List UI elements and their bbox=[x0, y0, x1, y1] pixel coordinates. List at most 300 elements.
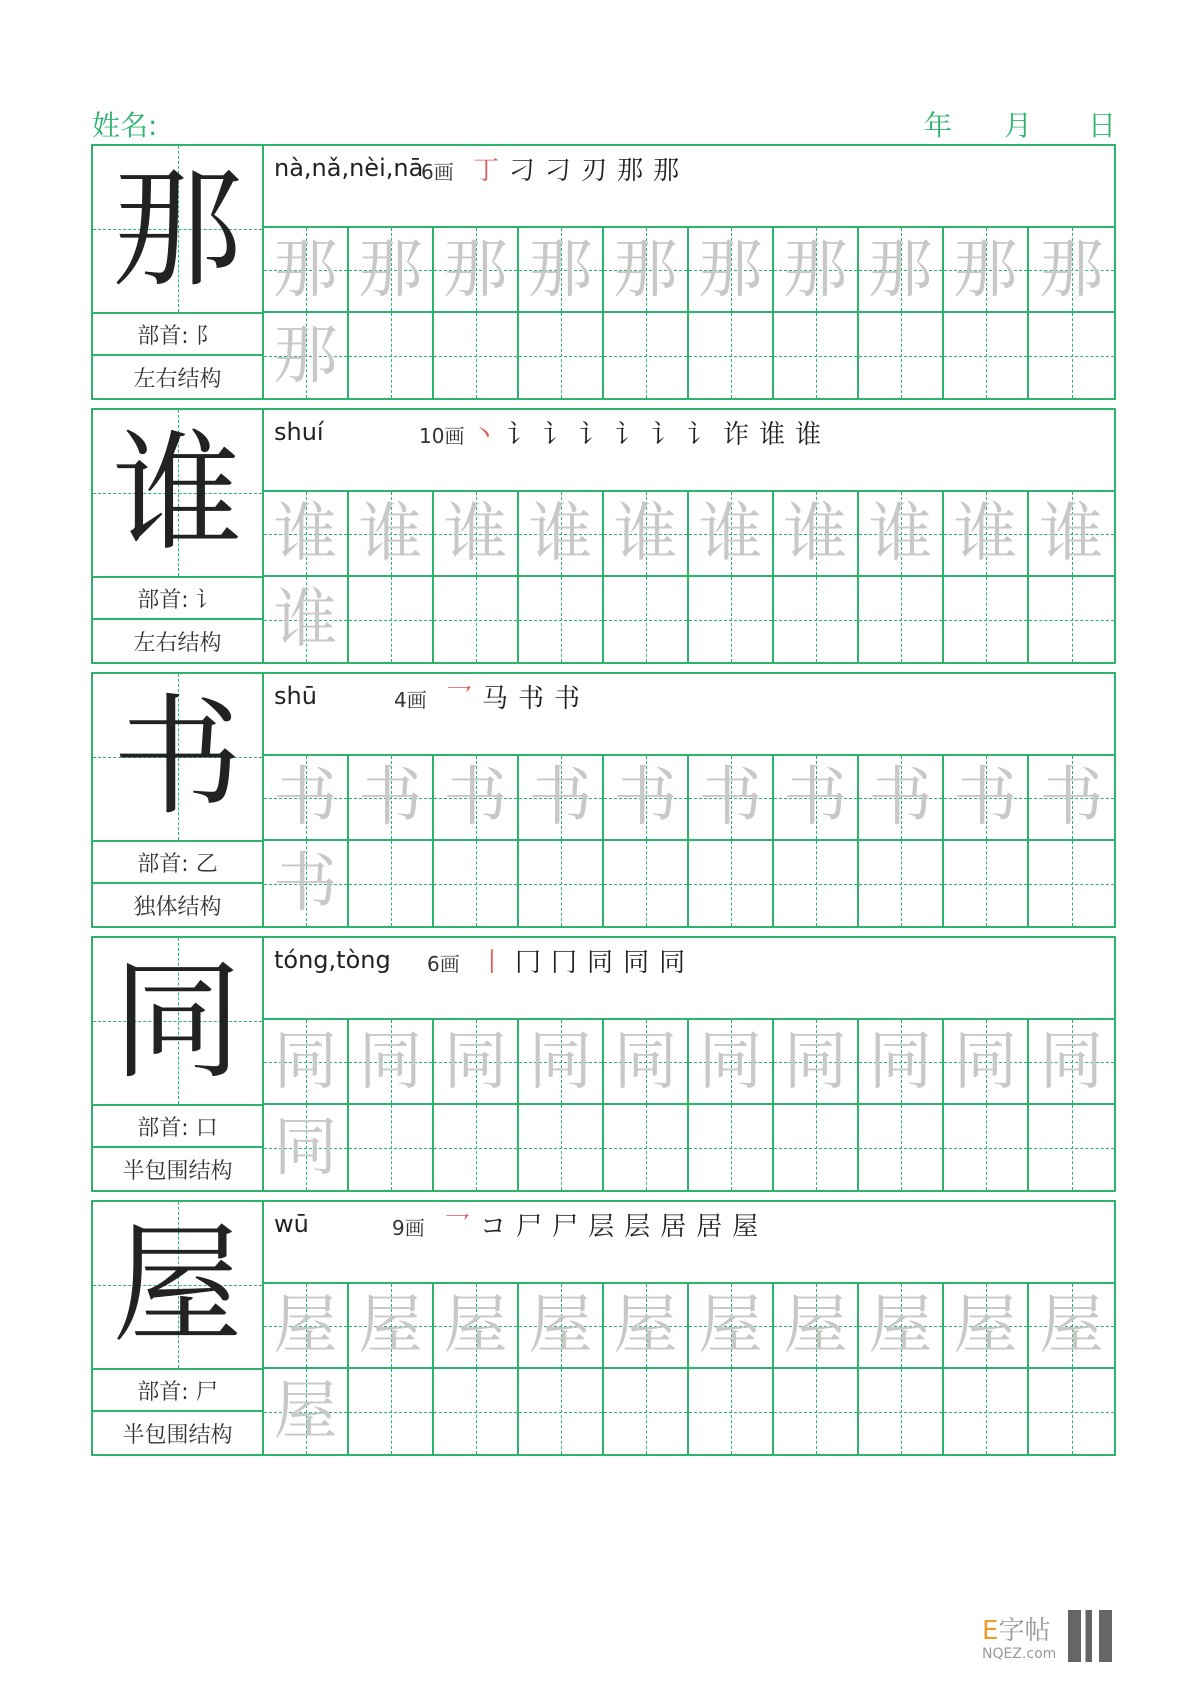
writing-cell[interactable] bbox=[944, 1369, 1029, 1454]
writing-cell[interactable] bbox=[944, 1284, 1029, 1369]
writing-cell[interactable] bbox=[944, 756, 1029, 841]
guide-line bbox=[689, 884, 772, 885]
writing-cell[interactable] bbox=[434, 841, 519, 926]
guide-line bbox=[434, 1148, 517, 1149]
writing-cell[interactable] bbox=[774, 1369, 859, 1454]
writing-cell[interactable] bbox=[859, 228, 944, 313]
guide-line bbox=[689, 620, 772, 621]
trace-character: 书 bbox=[783, 760, 848, 835]
writing-cell[interactable] bbox=[349, 756, 434, 841]
pinyin-label: shū bbox=[274, 682, 317, 710]
pronunciation-row bbox=[264, 1202, 1114, 1284]
pinyin-label: wū bbox=[274, 1210, 309, 1238]
guide-line bbox=[519, 356, 602, 357]
guide-line bbox=[604, 1412, 687, 1413]
stroke-step: 丶 bbox=[471, 420, 508, 450]
writing-cell[interactable] bbox=[434, 1369, 519, 1454]
writing-cell[interactable] bbox=[349, 1105, 434, 1190]
writing-cell[interactable] bbox=[774, 1020, 859, 1105]
guide-line bbox=[434, 356, 517, 357]
trace-character: 同 bbox=[783, 1024, 848, 1099]
pinyin-label: shuí bbox=[274, 418, 324, 446]
stroke-step: 乛 bbox=[446, 684, 483, 714]
stroke-step: 刁 bbox=[545, 156, 582, 186]
stroke-step: 同 bbox=[623, 948, 660, 978]
date-day-label: 日 bbox=[1088, 109, 1117, 142]
guide-line bbox=[774, 356, 857, 357]
watermark bbox=[982, 1610, 1112, 1670]
stroke-step: 刃 bbox=[581, 156, 618, 186]
writing-cell[interactable] bbox=[264, 492, 349, 577]
writing-cell[interactable] bbox=[349, 841, 434, 926]
guide-line bbox=[944, 1412, 1027, 1413]
trace-character: 书 bbox=[273, 760, 338, 835]
writing-cell[interactable] bbox=[859, 313, 944, 398]
trace-character: 谁 bbox=[953, 496, 1018, 571]
trace-character: 那 bbox=[613, 232, 678, 307]
pronunciation-row bbox=[264, 146, 1114, 228]
trace-character: 屋 bbox=[698, 1288, 763, 1363]
writing-cell[interactable] bbox=[434, 756, 519, 841]
writing-cell[interactable] bbox=[689, 1020, 774, 1105]
writing-cell[interactable] bbox=[859, 756, 944, 841]
pronunciation-row bbox=[264, 410, 1114, 492]
guide-line bbox=[774, 620, 857, 621]
stroke-step: 层 bbox=[624, 1212, 661, 1242]
guide-line bbox=[434, 884, 517, 885]
writing-cell[interactable] bbox=[689, 577, 774, 662]
writing-cell[interactable] bbox=[604, 1284, 689, 1369]
trace-character: 谁 bbox=[273, 582, 338, 657]
stroke-order-sequence bbox=[473, 150, 689, 187]
writing-cell[interactable] bbox=[604, 228, 689, 313]
radical-label: 部首: 口 bbox=[93, 1106, 262, 1148]
trace-character: 那 bbox=[698, 232, 763, 307]
trace-character: 那 bbox=[868, 232, 933, 307]
date-year-label: 年 bbox=[924, 109, 953, 142]
writing-cell[interactable] bbox=[264, 228, 349, 313]
trace-character: 谁 bbox=[698, 496, 763, 571]
stroke-step: 谁 bbox=[795, 420, 832, 450]
writing-cell[interactable] bbox=[519, 492, 604, 577]
trace-character: 那 bbox=[273, 232, 338, 307]
guide-line bbox=[349, 884, 432, 885]
guide-line bbox=[604, 356, 687, 357]
trace-character: 屋 bbox=[358, 1288, 423, 1363]
character-info-panel bbox=[93, 146, 264, 398]
structure-label: 左右结构 bbox=[133, 366, 222, 392]
stroke-step: 讠 bbox=[687, 420, 724, 450]
trace-character: 谁 bbox=[783, 496, 848, 571]
guide-line bbox=[1029, 884, 1114, 885]
guide-line bbox=[349, 1148, 432, 1149]
model-character: 同 bbox=[112, 945, 243, 1097]
watermark-logo-text: 字帖 bbox=[998, 1616, 1051, 1646]
writing-cell[interactable] bbox=[774, 1284, 859, 1369]
stroke-step: 讠 bbox=[543, 420, 580, 450]
trace-character: 同 bbox=[273, 1110, 338, 1185]
writing-cell[interactable] bbox=[1029, 1284, 1114, 1369]
writing-cell[interactable] bbox=[774, 492, 859, 577]
structure-label: 半包围结构 bbox=[122, 1158, 233, 1184]
trace-character: 那 bbox=[273, 318, 338, 393]
model-character: 书 bbox=[112, 681, 243, 833]
writing-cell[interactable] bbox=[349, 313, 434, 398]
stroke-step: 讠 bbox=[615, 420, 652, 450]
writing-cell[interactable] bbox=[859, 1105, 944, 1190]
practice-panel bbox=[264, 410, 1114, 662]
practice-panel bbox=[264, 1202, 1114, 1454]
stroke-step: 讠 bbox=[651, 420, 688, 450]
writing-cell[interactable] bbox=[349, 228, 434, 313]
writing-cell[interactable] bbox=[349, 1284, 434, 1369]
stroke-step: 居 bbox=[696, 1212, 733, 1242]
stroke-count-label: 10画 bbox=[419, 424, 465, 448]
writing-cell[interactable] bbox=[1029, 1369, 1114, 1454]
writing-cell[interactable] bbox=[774, 756, 859, 841]
guide-line bbox=[434, 620, 517, 621]
guide-line bbox=[604, 620, 687, 621]
radical-label: 部首: 乙 bbox=[93, 842, 262, 884]
radical-label: 部首: 讠 bbox=[93, 578, 262, 620]
stroke-step: 丨 bbox=[479, 948, 516, 978]
writing-cell[interactable] bbox=[434, 228, 519, 313]
writing-cell[interactable] bbox=[859, 841, 944, 926]
writing-cell[interactable] bbox=[264, 577, 349, 662]
writing-cell[interactable] bbox=[944, 492, 1029, 577]
trace-character: 书 bbox=[273, 846, 338, 921]
writing-cell[interactable] bbox=[604, 1369, 689, 1454]
trace-character: 屋 bbox=[273, 1288, 338, 1363]
model-character-cell bbox=[93, 410, 262, 578]
guide-line bbox=[689, 1148, 772, 1149]
guide-line bbox=[349, 356, 432, 357]
writing-cell[interactable] bbox=[349, 492, 434, 577]
writing-cell[interactable] bbox=[349, 1369, 434, 1454]
guide-line bbox=[349, 1412, 432, 1413]
stroke-step: 层 bbox=[588, 1212, 625, 1242]
writing-cell[interactable] bbox=[519, 1020, 604, 1105]
stroke-step: 丁 bbox=[473, 156, 510, 186]
trace-character: 书 bbox=[1039, 760, 1104, 835]
writing-cell[interactable] bbox=[944, 1020, 1029, 1105]
model-character-cell bbox=[93, 146, 262, 314]
trace-character: 那 bbox=[1039, 232, 1104, 307]
writing-cell[interactable] bbox=[519, 313, 604, 398]
stroke-step: 那 bbox=[653, 156, 690, 186]
guide-line bbox=[434, 1412, 517, 1413]
stroke-count-label: 4画 bbox=[394, 688, 427, 712]
writing-cell[interactable] bbox=[944, 228, 1029, 313]
stroke-step: 同 bbox=[587, 948, 624, 978]
trace-character: 那 bbox=[528, 232, 593, 307]
trace-character: 同 bbox=[1039, 1024, 1104, 1099]
writing-cell[interactable] bbox=[689, 313, 774, 398]
practice-panel bbox=[264, 938, 1114, 1190]
stroke-step: 屋 bbox=[732, 1212, 769, 1242]
character-info-panel bbox=[93, 410, 264, 662]
writing-cell[interactable] bbox=[859, 577, 944, 662]
writing-cell[interactable] bbox=[519, 841, 604, 926]
writing-cell[interactable] bbox=[264, 1105, 349, 1190]
writing-cell[interactable] bbox=[349, 577, 434, 662]
guide-line bbox=[944, 1148, 1027, 1149]
qr-code-icon bbox=[1068, 1610, 1112, 1662]
writing-cell[interactable] bbox=[604, 841, 689, 926]
writing-cell[interactable] bbox=[944, 1105, 1029, 1190]
character-block bbox=[91, 408, 1116, 664]
writing-cell[interactable] bbox=[774, 1105, 859, 1190]
writing-cell[interactable] bbox=[774, 228, 859, 313]
writing-cell[interactable] bbox=[434, 1105, 519, 1190]
stroke-step: 居 bbox=[660, 1212, 697, 1242]
pronunciation-row bbox=[264, 674, 1114, 756]
writing-cell[interactable] bbox=[944, 577, 1029, 662]
writing-cell[interactable] bbox=[264, 756, 349, 841]
character-block bbox=[91, 144, 1116, 400]
writing-cell[interactable] bbox=[1029, 1020, 1114, 1105]
guide-line bbox=[1029, 356, 1114, 357]
writing-cell[interactable] bbox=[434, 492, 519, 577]
writing-cell[interactable] bbox=[1029, 577, 1114, 662]
trace-character: 同 bbox=[613, 1024, 678, 1099]
stroke-order-sequence bbox=[446, 678, 590, 715]
writing-cell[interactable] bbox=[349, 1020, 434, 1105]
tracing-grid bbox=[264, 228, 1114, 398]
stroke-step: 书 bbox=[518, 684, 555, 714]
name-label: 姓名: bbox=[92, 109, 158, 142]
trace-character: 谁 bbox=[443, 496, 508, 571]
guide-line bbox=[859, 1412, 942, 1413]
writing-cell[interactable] bbox=[859, 492, 944, 577]
stroke-step: 马 bbox=[482, 684, 519, 714]
radical-label: 部首: 阝 bbox=[93, 314, 262, 356]
tracing-grid bbox=[264, 492, 1114, 662]
model-character: 那 bbox=[112, 153, 243, 305]
trace-character: 屋 bbox=[273, 1374, 338, 1449]
trace-character: 同 bbox=[443, 1024, 508, 1099]
stroke-step: 诈 bbox=[723, 420, 760, 450]
trace-character: 屋 bbox=[613, 1288, 678, 1363]
pinyin-label: nà,nǎ,nèi,nā bbox=[274, 154, 424, 182]
writing-cell[interactable] bbox=[859, 1020, 944, 1105]
guide-line bbox=[774, 884, 857, 885]
trace-character: 书 bbox=[953, 760, 1018, 835]
model-character-cell bbox=[93, 674, 262, 842]
writing-cell[interactable] bbox=[519, 1105, 604, 1190]
writing-cell[interactable] bbox=[1029, 313, 1114, 398]
trace-character: 屋 bbox=[443, 1288, 508, 1363]
stroke-step: 刁 bbox=[509, 156, 546, 186]
tracing-grid bbox=[264, 756, 1114, 926]
stroke-step: 书 bbox=[554, 684, 591, 714]
trace-character: 谁 bbox=[528, 496, 593, 571]
pronunciation-row bbox=[264, 938, 1114, 1020]
writing-cell[interactable] bbox=[519, 1369, 604, 1454]
writing-cell[interactable] bbox=[774, 841, 859, 926]
character-block bbox=[91, 1200, 1116, 1456]
trace-character: 谁 bbox=[358, 496, 423, 571]
trace-character: 书 bbox=[868, 760, 933, 835]
writing-cell[interactable] bbox=[689, 1369, 774, 1454]
model-character-cell bbox=[93, 1202, 262, 1370]
guide-line bbox=[1029, 1412, 1114, 1413]
writing-cell[interactable] bbox=[604, 1020, 689, 1105]
trace-character: 同 bbox=[698, 1024, 763, 1099]
writing-cell[interactable] bbox=[264, 1284, 349, 1369]
guide-line bbox=[944, 620, 1027, 621]
trace-character: 书 bbox=[358, 760, 423, 835]
writing-cell[interactable] bbox=[434, 313, 519, 398]
tracing-grid bbox=[264, 1284, 1114, 1454]
writing-cell[interactable] bbox=[604, 1105, 689, 1190]
trace-character: 那 bbox=[783, 232, 848, 307]
writing-cell[interactable] bbox=[434, 1284, 519, 1369]
trace-character: 同 bbox=[358, 1024, 423, 1099]
writing-cell[interactable] bbox=[264, 1369, 349, 1454]
guide-line bbox=[774, 1412, 857, 1413]
trace-character: 书 bbox=[443, 760, 508, 835]
stroke-step: 尸 bbox=[516, 1212, 553, 1242]
stroke-step: 那 bbox=[617, 156, 654, 186]
structure-label: 独体结构 bbox=[133, 894, 222, 920]
stroke-step: コ bbox=[480, 1212, 517, 1242]
guide-line bbox=[944, 884, 1027, 885]
radical-label: 部首: 尸 bbox=[93, 1370, 262, 1412]
character-block bbox=[91, 672, 1116, 928]
trace-character: 谁 bbox=[1039, 496, 1104, 571]
guide-line bbox=[604, 884, 687, 885]
watermark-logo bbox=[982, 1610, 1050, 1647]
practice-panel bbox=[264, 146, 1114, 398]
stroke-step: 冂 bbox=[551, 948, 588, 978]
practice-panel bbox=[264, 674, 1114, 926]
stroke-count-label: 6画 bbox=[421, 160, 454, 184]
trace-character: 同 bbox=[868, 1024, 933, 1099]
trace-character: 同 bbox=[528, 1024, 593, 1099]
writing-cell[interactable] bbox=[519, 577, 604, 662]
writing-cell[interactable] bbox=[519, 756, 604, 841]
guide-line bbox=[1029, 620, 1114, 621]
writing-cell[interactable] bbox=[774, 577, 859, 662]
writing-cell[interactable] bbox=[689, 841, 774, 926]
structure-label: 左右结构 bbox=[133, 630, 222, 656]
model-character-cell bbox=[93, 938, 262, 1106]
guide-line bbox=[519, 884, 602, 885]
writing-cell[interactable] bbox=[689, 228, 774, 313]
trace-character: 同 bbox=[273, 1024, 338, 1099]
date-month-label: 月 bbox=[1004, 109, 1033, 142]
character-info-panel bbox=[93, 938, 264, 1190]
stroke-step: 讠 bbox=[579, 420, 616, 450]
trace-character: 谁 bbox=[868, 496, 933, 571]
writing-cell[interactable] bbox=[1029, 492, 1114, 577]
trace-character: 谁 bbox=[273, 496, 338, 571]
writing-cell[interactable] bbox=[519, 1284, 604, 1369]
model-character: 屋 bbox=[112, 1209, 243, 1361]
guide-line bbox=[689, 356, 772, 357]
stroke-count-label: 9画 bbox=[392, 1216, 425, 1240]
guide-line bbox=[944, 356, 1027, 357]
writing-cell[interactable] bbox=[774, 313, 859, 398]
trace-character: 书 bbox=[528, 760, 593, 835]
trace-character: 屋 bbox=[1039, 1288, 1104, 1363]
stroke-step: 冂 bbox=[515, 948, 552, 978]
writing-cell[interactable] bbox=[434, 577, 519, 662]
writing-cell[interactable] bbox=[859, 1369, 944, 1454]
writing-cell[interactable] bbox=[604, 577, 689, 662]
guide-line bbox=[859, 620, 942, 621]
writing-cell[interactable] bbox=[944, 841, 1029, 926]
guide-line bbox=[859, 356, 942, 357]
writing-cell[interactable] bbox=[689, 1284, 774, 1369]
writing-cell[interactable] bbox=[519, 228, 604, 313]
stroke-step: 同 bbox=[659, 948, 696, 978]
watermark-logo-e: E bbox=[982, 1616, 999, 1646]
tracing-grid bbox=[264, 1020, 1114, 1190]
writing-cell[interactable] bbox=[1029, 756, 1114, 841]
trace-character: 屋 bbox=[528, 1288, 593, 1363]
trace-character: 同 bbox=[953, 1024, 1018, 1099]
pinyin-label: tóng,tòng bbox=[274, 946, 391, 974]
guide-line bbox=[519, 1148, 602, 1149]
writing-cell[interactable] bbox=[944, 313, 1029, 398]
trace-character: 那 bbox=[443, 232, 508, 307]
trace-character: 那 bbox=[953, 232, 1018, 307]
stroke-step: 讠 bbox=[507, 420, 544, 450]
watermark-site: NQEZ.com bbox=[982, 1646, 1057, 1662]
character-info-panel bbox=[93, 1202, 264, 1454]
stroke-order-sequence bbox=[471, 414, 831, 451]
trace-character: 屋 bbox=[783, 1288, 848, 1363]
writing-cell[interactable] bbox=[604, 756, 689, 841]
writing-cell[interactable] bbox=[604, 492, 689, 577]
writing-cell[interactable] bbox=[689, 492, 774, 577]
writing-cell[interactable] bbox=[1029, 228, 1114, 313]
writing-cell[interactable] bbox=[264, 313, 349, 398]
stroke-step: 谁 bbox=[759, 420, 796, 450]
trace-character: 那 bbox=[358, 232, 423, 307]
trace-character: 书 bbox=[613, 760, 678, 835]
structure-label: 半包围结构 bbox=[122, 1422, 233, 1448]
guide-line bbox=[689, 1412, 772, 1413]
writing-cell[interactable] bbox=[859, 1284, 944, 1369]
writing-cell[interactable] bbox=[434, 1020, 519, 1105]
writing-cell[interactable] bbox=[1029, 841, 1114, 926]
stroke-count-label: 6画 bbox=[427, 952, 460, 976]
trace-character: 谁 bbox=[613, 496, 678, 571]
guide-line bbox=[774, 1148, 857, 1149]
writing-cell[interactable] bbox=[689, 756, 774, 841]
guide-line bbox=[1029, 1148, 1114, 1149]
writing-cell[interactable] bbox=[1029, 1105, 1114, 1190]
guide-line bbox=[859, 884, 942, 885]
stroke-order-sequence bbox=[444, 1206, 768, 1243]
writing-cell[interactable] bbox=[264, 841, 349, 926]
stroke-step: 乛 bbox=[444, 1212, 481, 1242]
stroke-step: 尸 bbox=[552, 1212, 589, 1242]
guide-line bbox=[859, 1148, 942, 1149]
writing-cell[interactable] bbox=[264, 1020, 349, 1105]
writing-cell[interactable] bbox=[604, 313, 689, 398]
trace-character: 书 bbox=[698, 760, 763, 835]
guide-line bbox=[349, 620, 432, 621]
stroke-order-sequence bbox=[479, 942, 695, 979]
writing-cell[interactable] bbox=[689, 1105, 774, 1190]
model-character: 谁 bbox=[112, 417, 243, 569]
guide-line bbox=[519, 620, 602, 621]
guide-line bbox=[604, 1148, 687, 1149]
